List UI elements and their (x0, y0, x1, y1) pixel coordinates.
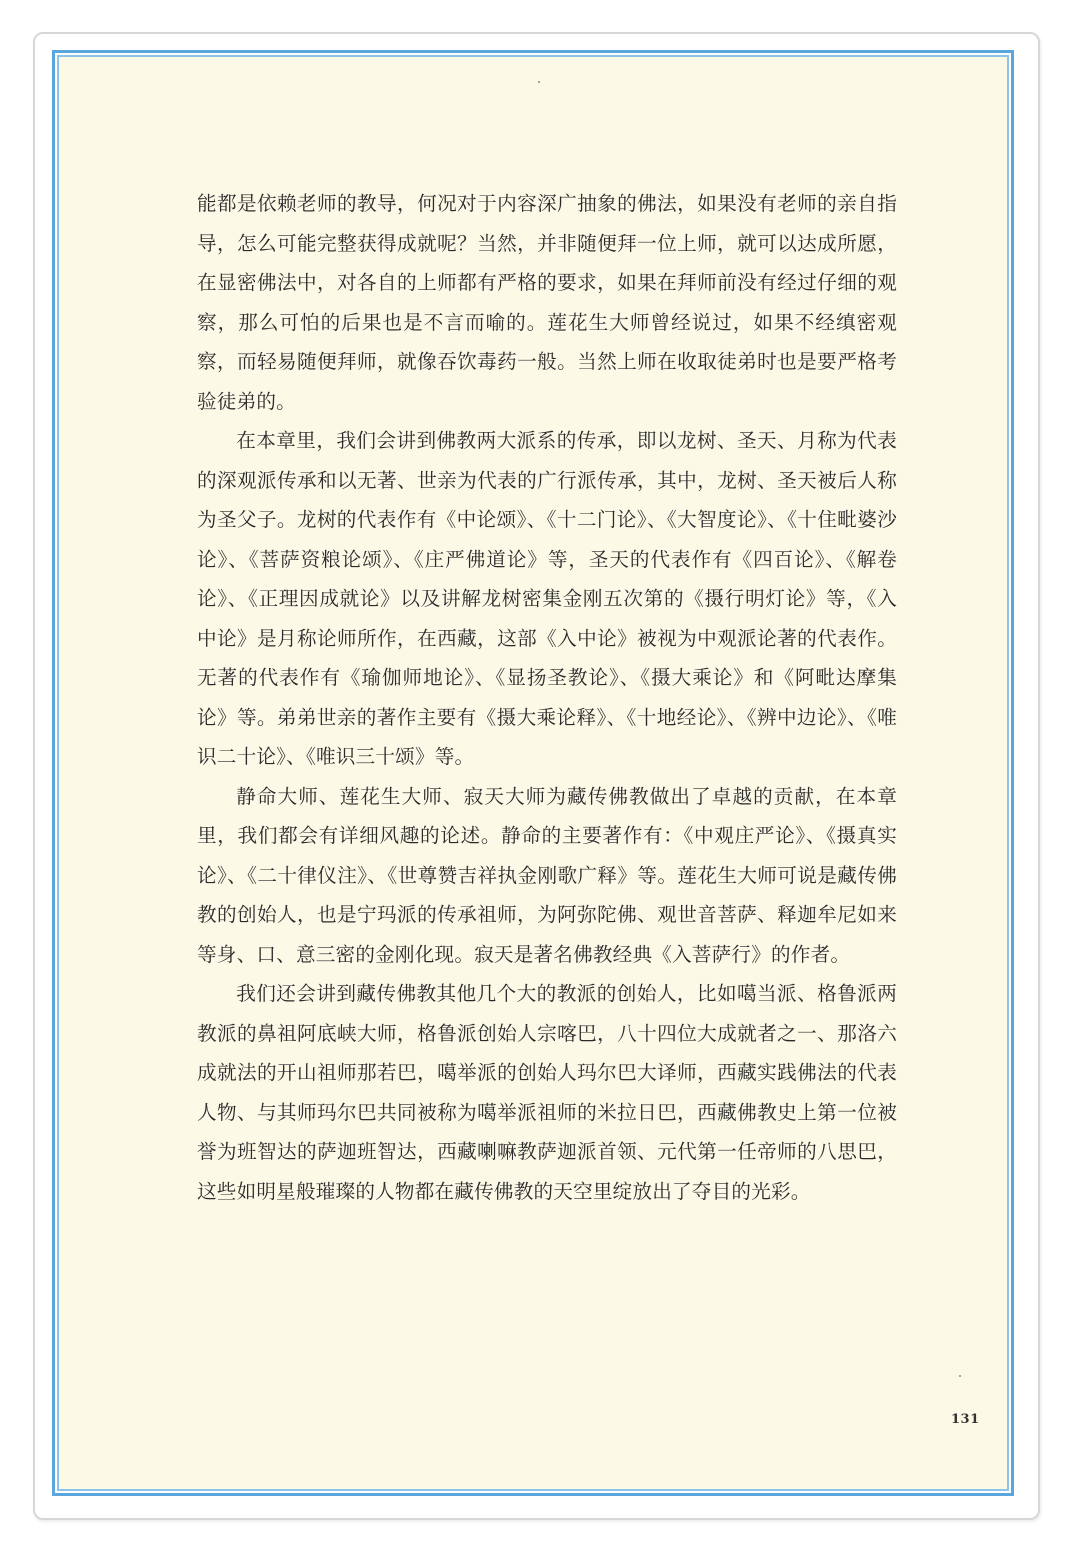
paragraph-three-masters: 静命大师、莲花生大师、寂天大师为藏传佛教做出了卓越的贡献，在本章里，我们都会有详细风趣的论述。静命的主要著作有：《中观庄严论》、《摄真实论》、《二十律仪注》、《世尊赞吉祥执金刚歌广释》等。莲花生大师可说是藏传佛教的创始人，也是宁玛派的传承祖师，为阿弥陀佛、观世音菩萨、释迦牟尼如来等身、口、意三密的金刚化现。寂天是著名佛教经典《入菩萨行》的作者。 (197, 784, 897, 966)
paragraph-school-founders: 我们还会讲到藏传佛教其他几个大的教派的创始人，比如噶当派、格鲁派两教派的鼻祖阿底峡大师，格鲁派创始人宗喀巴，八十四位大成就者之一、那洛六成就法的开山祖师那若巴，噶举派的创始人玛尔巴大译师，西藏实践佛法的代表人物、与其师玛尔巴共同被称为噶举派祖师的米拉日巴，西藏佛教史上第一位被誉为班智达的萨迦班智达，西藏喇嘛教萨迦派首领、元代第一任帝师的八思巴，这些如明星般璀璨的人物都在藏传佛教的天空里绽放出了夺目的光彩。 (197, 982, 897, 1203)
body-text (197, 184, 897, 1211)
paragraph-continuation: 能都是依赖老师的教导，何况对于内容深广抽象的佛法，如果没有老师的亲自指导，怎么可能完整获得成就呢？当然，并非随便拜一位上师，就可以达成所愿，在显密佛法中，对各自的上师都有严格的要求，如果在拜师前没有经过仔细的观察，那么可怕的后果也是不言而喻的。莲花生大师曾经说过，如果不经缜密观察，而轻易随便拜师，就像吞饮毒药一般。当然上师在收取徒弟时也是要严格考验徒弟的。 (197, 192, 897, 413)
page-number: 131 (951, 1412, 980, 1427)
paper-speck (538, 81, 540, 83)
paper-speck (959, 1375, 961, 1377)
paragraph-two-lineages: 在本章里，我们会讲到佛教两大派系的传承，即以龙树、圣天、月称为代表的深观派传承和以无著、世亲为代表的广行派传承，其中，龙树、圣天被后人称为圣父子。龙树的代表作有《中论颂》、《十二门论》、《大智度论》、《十住毗婆沙论》、《菩萨资粮论颂》、《庄严佛道论》等，圣天的代表作有《四百论》、《解卷论》、《正理因成就论》以及讲解龙树密集金刚五次第的《摄行明灯论》等，《入中论》是月称论师所作，在西藏，这部《入中论》被视为中观派论著的代表作。无著的代表作有《瑜伽师地论》、《显扬圣教论》、《摄大乘论》和《阿毗达摩集论》等。弟弟世亲的著作主要有《摄大乘论释》、《十地经论》、《辨中边论》、《唯识二十论》、《唯识三十颂》等。 (197, 429, 897, 768)
book-page (57, 55, 1009, 1491)
